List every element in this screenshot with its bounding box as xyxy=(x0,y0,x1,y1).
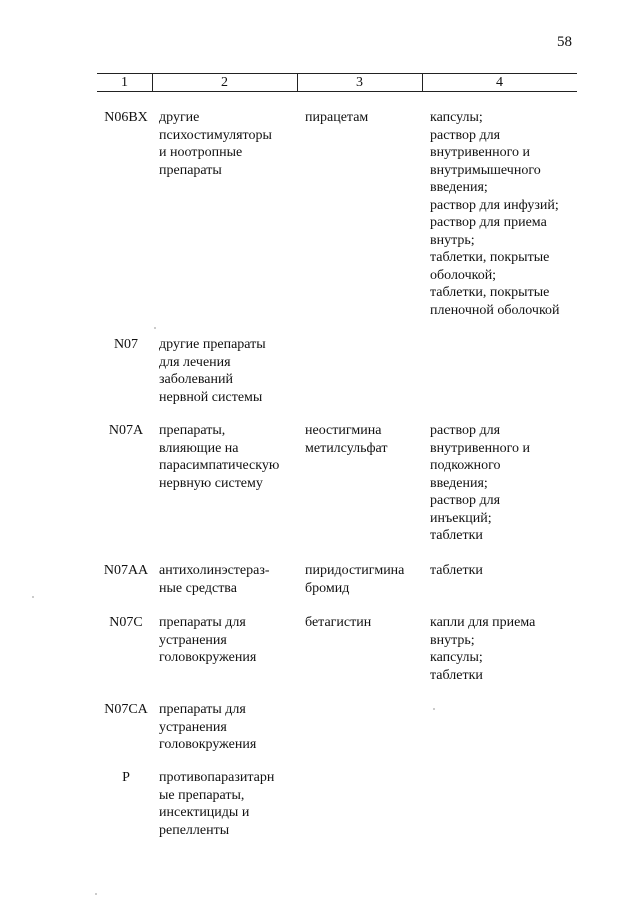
table-header-row xyxy=(97,73,577,92)
drug-name: бетагистин xyxy=(305,615,372,630)
group-name: другие психостимуляторы и ноотропные препараты xyxy=(159,110,272,178)
dosage-forms: капсулы; раствор для внутривенного и внутримышечного введения; раствор для инфузий; раствор для приема внутрь; таблетки, покрытые оболочкой; таблетки, покрытые пленочной оболочкой xyxy=(430,110,560,318)
drug-name: неостигмина метилсульфат xyxy=(305,423,388,456)
atc-code: N07AA xyxy=(103,563,149,578)
scan-speck xyxy=(95,893,97,895)
group-name: препараты для устранения головокружения xyxy=(159,702,257,752)
atc-code: N07CA xyxy=(104,702,148,717)
scan-speck xyxy=(433,708,435,710)
drug-name: пирацетам xyxy=(305,110,369,125)
drug-name: пиридостигмина бромид xyxy=(305,563,405,596)
scan-speck xyxy=(154,327,156,329)
atc-code: N07A xyxy=(108,423,144,438)
atc-code: N07C xyxy=(109,615,143,630)
group-name: противопаразитарн ые препараты, инсектициды и репелленты xyxy=(159,770,275,838)
atc-code: N06BX xyxy=(104,110,148,125)
scan-speck xyxy=(32,596,34,598)
group-name: антихолинэстераз- ные средства xyxy=(159,563,270,596)
header-col-2: 2 xyxy=(221,75,228,90)
group-name: препараты, влияющие на парасимпатическую нервную систему xyxy=(159,423,280,491)
group-name: другие препараты для лечения заболеваний нервной системы xyxy=(159,337,266,405)
page-number: 58 xyxy=(557,34,572,50)
dosage-forms: раствор для внутривенного и подкожного введения; раствор для инъекций; таблетки xyxy=(430,423,530,543)
dosage-forms: таблетки xyxy=(430,563,483,578)
header-col-3: 3 xyxy=(356,75,363,90)
atc-code: P xyxy=(122,770,130,785)
dosage-forms: капли для приема внутрь; капсулы; таблетки xyxy=(430,615,536,683)
header-col-1: 1 xyxy=(121,75,128,90)
group-name: препараты для устранения головокружения xyxy=(159,615,257,665)
atc-code: N07 xyxy=(113,337,139,352)
header-col-4: 4 xyxy=(496,75,503,90)
